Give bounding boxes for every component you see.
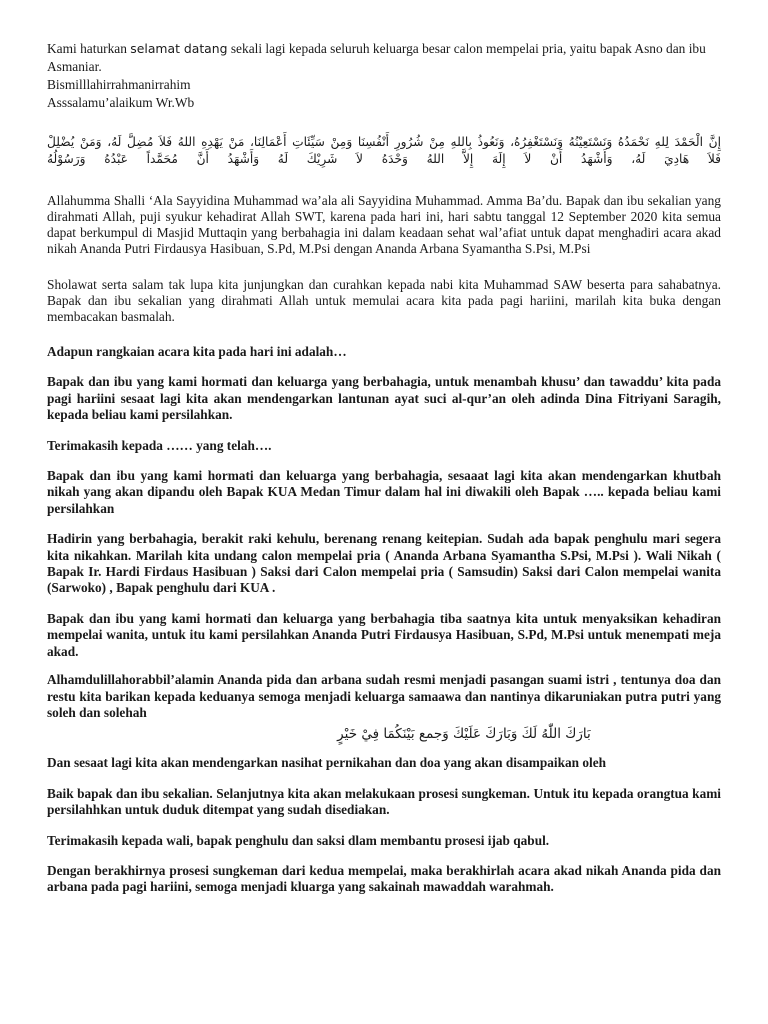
khutbah-paragraph: Bapak dan ibu yang kami hormati dan keluarga yang berbahagia, sesaaat lagi kita akan mendengarkan khutbah nikah yang akan dipandu oleh Bapak KUA Medan Timur dalam hal ini diwakili oleh Bapak ….. kepada beliau kami persilahkan [47, 468, 721, 516]
bride-paragraph: Bapak dan ibu yang kami hormati dan keluarga yang berbahagia tiba saatnya kita untuk menyaksikan kehadiran mempelai wanita, untuk itu kami persilahkan Ananda Putri Firdausya Hasibuan, S.Pd, M.Psi untuk menempati meja akad. [47, 610, 721, 659]
nasihat-paragraph: Dan sesaat lagi kita akan mendengarkan nasihat pernikahan dan doa yang akan disampaikan oleh [47, 755, 606, 771]
welcome-text-before: Kami haturkan [47, 41, 131, 56]
bismillah-line: Bismilllahirrahmanirrahim [47, 77, 191, 92]
welcome-emphasis: selamat datang [130, 41, 228, 56]
wedding-doa-arabic: بَارَكَ اللّٰهُ لَكَ وَبَارَكَ عَلَيْكَ وَجمع بَيْنَكُمَا فِيْ خَيْرٍ [337, 726, 591, 743]
closing-paragraph: Dengan berakhirnya prosesi sungkeman dari kedua mempelai, maka berakhirlah acara akad nikah Ananda pida dan arbana pada pagi hariini, semoga menjadi kluarga yang sakainah mawaddah warahmah. [47, 862, 721, 895]
thanks-paragraph: Terimakasih kepada …… yang telah…. [47, 437, 272, 453]
thanks-wali-paragraph: Terimakasih kepada wali, bapak penghulu dan saksi dlam membantu prosesi ijab qabul. [47, 832, 550, 848]
sungkem-paragraph: Baik bapak dan ibu sekalian. Selanjutnya kita akan melakukaan prosesi sungkeman. Untuk itu kepada orangtua kami persilahhkan untuk duduk ditempat yang sudah disediakan. [47, 785, 721, 818]
alhamdulillah-paragraph: Alhamdulillahorabbil’alamin Ananda pida dan arbana sudah resmi menjadi pasangan suami istri , tentunya doa dan restu kita barikan kepada keduanya semoga menjadi keluarga samaawa dan nantinya dikaruniakan putra putri yang soleh dan solehah [47, 672, 721, 720]
sholawat-paragraph: Sholawat serta salam tak lupa kita junjungkan dan curahkan kepada nabi kita Muhammad SAW beserta para sahabatnya. Bapak dan ibu sekalian yang dirahmati Allah untuk memulai acara kita pada pagi hariini, marilah kita buka dengan membacakan basmalah. [47, 277, 721, 324]
agenda-heading: Adapun rangkaian acara kita pada hari ini adalah… [47, 344, 347, 359]
welcome-text [47, 41, 706, 74]
akad-paragraph: Hadirin yang berbahagia, berakit raki kehulu, berenang renang keitepian. Sudah ada bapak penghulu mari segera kita nikahkan. Marilah kita undang calon mempelai pria ( Ananda Arbana Syamantha S.Psi, M.Psi ). Wali Nikah ( Bapak Ir. Hardi Firdaus Hasibuan ) Saksi dari Calon mempelai pria ( Samsudin) Saksi dari Calon mempelai wanita (Sarwoko) , Bapak penghulu dari KUA . [47, 531, 721, 596]
welcome-text-after: sekali lagi kepada seluruh keluarga besar calon mempelai pria, yaitu bapak Asno dan ibu Asmaniar. [47, 41, 706, 74]
opening-paragraph: Allahumma Shalli ‘Ala Sayyidina Muhammad wa’ala ali Sayyidina Muhammad. Amma Ba’du. Bapak dan ibu sekalian yang dirahmati Allah, puji syukur kehadirat Allah SWT, karena pada hari ini, hari sabtu tanggal 12 September 2020 kita semua dapat berkumpul di Masjid Muttaqin yang berbahagia ini dalam keadaan sehat wal’afiat untuk dapat menghadiri acara akad nikah Ananda Putri Firdausya Hasibuan, S.Pd, M.Psi dengan Ananda Arbana Syamantha S.Psi, M.Psi [47, 193, 721, 256]
quran-reading-paragraph: Bapak dan ibu yang kami hormati dan keluarga yang berbahagia, untuk menambah khusu’ dan tawaddu’ kita pada pagi hariini sesaat lagi kita akan mendengarkan lantunan ayat suci al-qur’an oleh adinda Dina Fitriyani Saragih, kepada beliau kami persilahkan. [47, 374, 721, 423]
arabic-opening-prayer: إِنَّ الْحَمْدَ لِلهِ نَحْمَدُهُ وَنَسْتَعِيْنُهُ وَنَسْتَغْفِرُهُ، وَنَعُوذُ بِاللهِ مِنْ شُرُورِ أَنْفُسِنَا وَمِنْ سَيِّئَاتِ أَعْمَالِنَا، مَنْ يَهْدِهِ اللهُ فَلاَ مُضِلَّ لَهُ، وَمَنْ يُضْلِلْ فَلاَ هَادِيَ لَهُ، وَأَشْهَدُ أَنْ لاَ إِلَهَ إِلاَّ اللهُ وَحْدَهُ لاَ شَرِيْكَ لَهُ وَأَشْهَدُ أَنَّ مُحَمَّداً عَبْدُهُ وَرَسُوْلُهُ [47, 135, 721, 166]
document-page [47, 40, 721, 896]
salam-line: Asssalamu’alaikum Wr.Wb [47, 95, 195, 110]
intro-block [47, 40, 721, 112]
